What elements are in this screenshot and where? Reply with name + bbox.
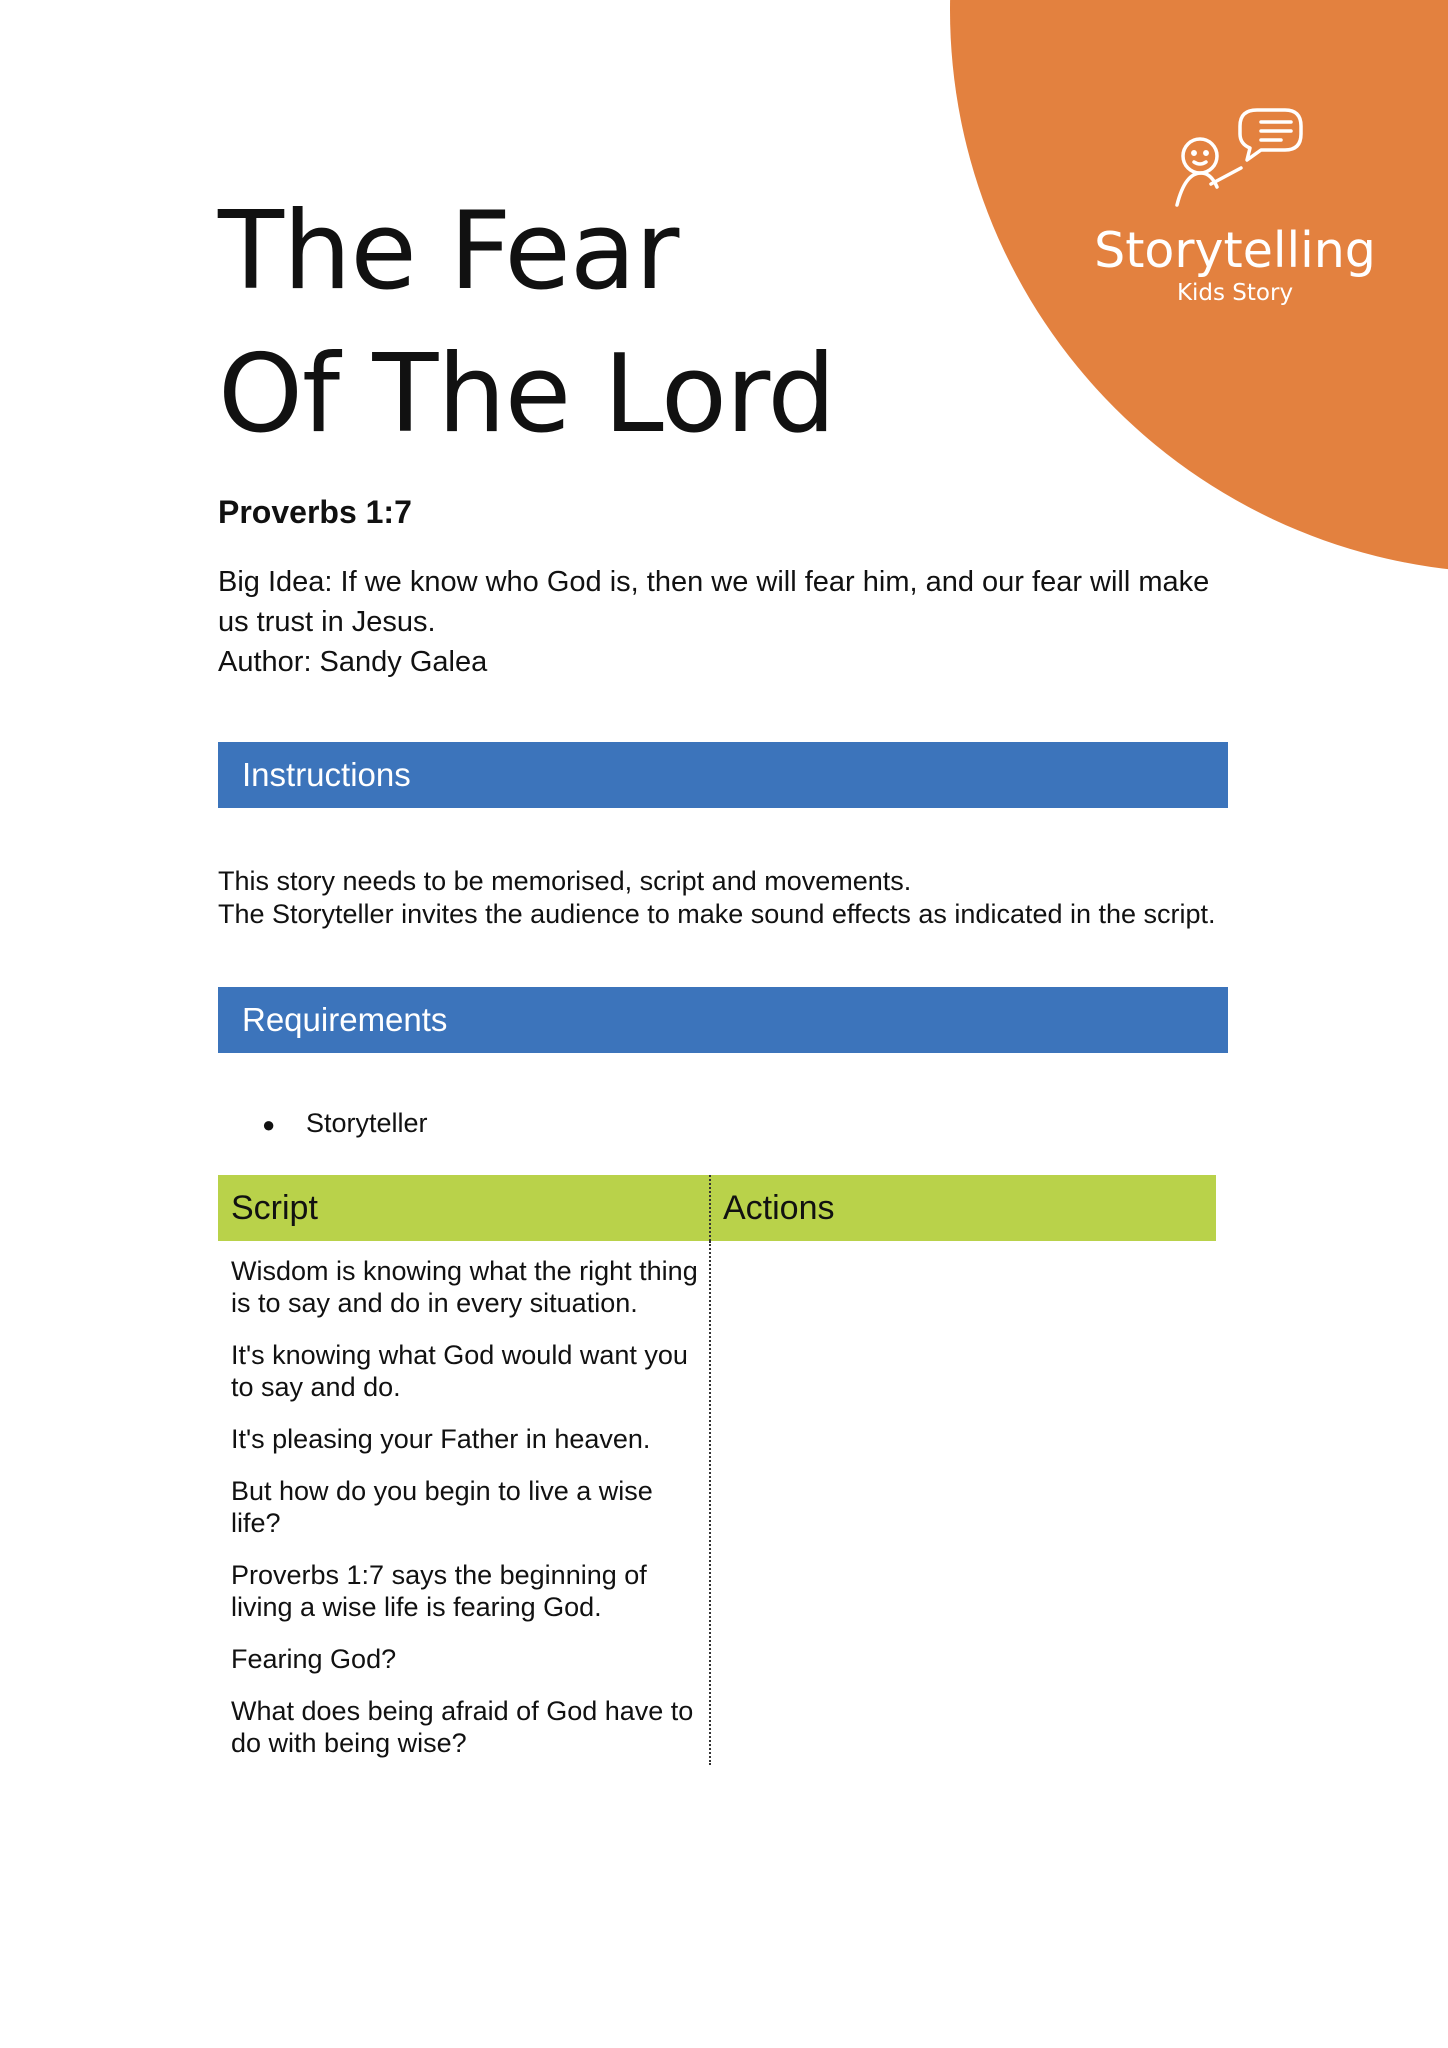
script-line: It's pleasing your Father in heaven.	[231, 1424, 651, 1454]
instruction-line: The Storyteller invites the audience to make sound effects as indicated in the script.	[218, 899, 1216, 929]
storyteller-speech-bubble-icon	[1165, 100, 1305, 210]
scripture-reference: Proverbs 1:7	[218, 494, 412, 530]
brand-name: Storytelling	[1094, 222, 1376, 279]
table-header	[218, 1175, 1216, 1241]
requirements-list	[262, 1108, 428, 1139]
script-table	[218, 1175, 1216, 1765]
page-title	[218, 180, 835, 466]
title-line-2: Of The Lord	[218, 332, 835, 457]
title-line-1: The Fear	[218, 189, 679, 314]
script-line: Wisdom is knowing what the right thing is to say and do in every situation.	[231, 1256, 698, 1318]
script-line: But how do you begin to live a wise life?	[231, 1476, 653, 1538]
brand-logo	[1085, 100, 1385, 306]
brand-subtitle: Kids Story	[1176, 279, 1294, 306]
header-script: Script	[218, 1175, 711, 1241]
requirements-heading: Requirements	[218, 987, 1228, 1053]
script-line: Proverbs 1:7 says the beginning of living a wise life is fearing God.	[231, 1560, 647, 1622]
intro-block	[218, 562, 1218, 682]
script-line: Fearing God?	[231, 1644, 397, 1674]
header-actions: Actions	[723, 1189, 835, 1227]
script-line: What does being afraid of God have to do with being wise?	[231, 1696, 694, 1758]
actions-column	[711, 1241, 1216, 1765]
instruction-line: This story needs to be memorised, script and movements.	[218, 866, 912, 896]
author: Author: Sandy Galea	[218, 646, 488, 678]
requirement-item: ● Storyteller	[262, 1108, 428, 1139]
instructions-text	[218, 865, 1228, 931]
instructions-heading: Instructions	[218, 742, 1228, 808]
script-column	[218, 1241, 711, 1765]
big-idea: Big Idea: If we know who God is, then we will fear him, and our fear will make us trust in Jesus.	[218, 566, 1210, 638]
table-body	[218, 1241, 1216, 1765]
script-line: It's knowing what God would want you to say and do.	[231, 1340, 688, 1402]
